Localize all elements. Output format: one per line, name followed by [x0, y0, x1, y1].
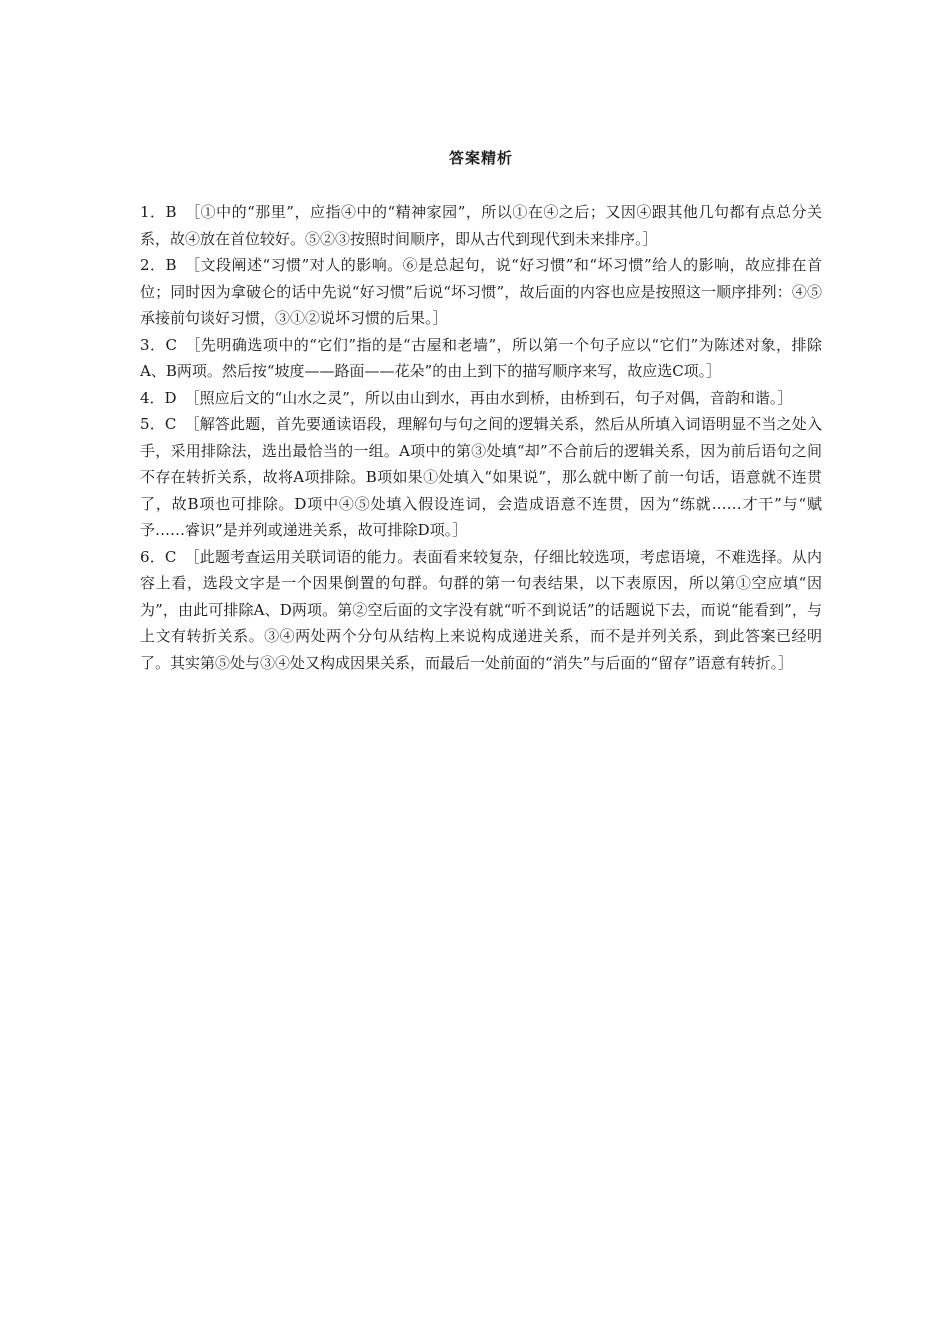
answer-item-1 — [140, 199, 822, 252]
answer-list — [140, 199, 822, 676]
answer-item-6 — [140, 544, 822, 677]
answer-item-5 — [140, 411, 822, 544]
answer-explanation: ［解答此题，首先要通读语段，理解句与句之间的逻辑关系，然后从所填入词语明显不当之处入手，采用排除法，选出最恰当的一组。A项中的第③处填“却”不合前后的逻辑关系，因为前后语句之间不存在转折关系，故将A项排除。B项如果①处填入“如果说”，那么就中断了前一句话，语意就不连贯了，故B项也可排除。D项中④⑤处填入假设连词，会造成语意不连贯，因为“练就……才干”与“赋予……睿识”是并列或递进关系，故可排除D项。］ — [140, 415, 822, 539]
answer-item-3 — [140, 332, 822, 385]
answer-explanation: ［先明确选项中的“它们”指的是“古屋和老墙”，所以第一个句子应以“它们”为陈述对象，排除A、B两项。然后按“坡度——路面——花朵”的由上到下的描写顺序来写，故应选C项。］ — [140, 335, 822, 380]
answer-number: 5．C — [140, 415, 177, 433]
answer-explanation: ［照应后文的“山水之灵”，所以由山到水，再由水到桥，由桥到石，句子对偶，音韵和谐。］ — [184, 388, 793, 407]
answer-explanation: ［文段阐述“习惯”对人的影响。⑥是总起句，说“好习惯”和“坏习惯”给人的影响，故应排在首位；同时因为拿破仑的话中先说“好习惯”后说“坏习惯”，故后面的内容也应是按照这一顺序排列：④⑤承接前句谈好习惯，③①②说坏习惯的后果。］ — [140, 256, 822, 327]
answer-explanation: ［①中的“那里”，应指④中的“精神家园”，所以①在④之后；又因④跟其他几句都有点总分关系，故④放在首位较好。⑤②③按照时间顺序，即从古代到现代到未来排序。］ — [140, 203, 822, 248]
answer-number: 2．B — [140, 256, 177, 274]
answer-number: 1．B — [140, 203, 177, 221]
answer-item-4 — [140, 385, 822, 412]
page-title: 答案精析 — [448, 149, 513, 167]
answer-item-2 — [140, 252, 822, 332]
answer-number: 6．C — [140, 547, 177, 566]
answer-number: 4．D — [140, 388, 177, 407]
answer-explanation: ［此题考查运用关联词语的能力。表面看来较复杂，仔细比较选项，考虑语境，不难选择。从内容上看，选段文字是一个因果倒置的句群。句群的第一句表结果，以下表原因，所以第①空应填“因为”，由此可排除A、D两项。第②空后面的文字没有就“听不到说话”的话题说下去，而说“能看到”，与上文有转折关系。③④两处两个分句从结构上来说构成递进关系，而不是并列关系，到此答案已经明了。其实第⑤处与③④处又构成因果关系，而最后一处前面的“消失”与后面的“留存”语意有转折。］ — [140, 547, 822, 672]
answer-number: 3．C — [140, 335, 177, 354]
